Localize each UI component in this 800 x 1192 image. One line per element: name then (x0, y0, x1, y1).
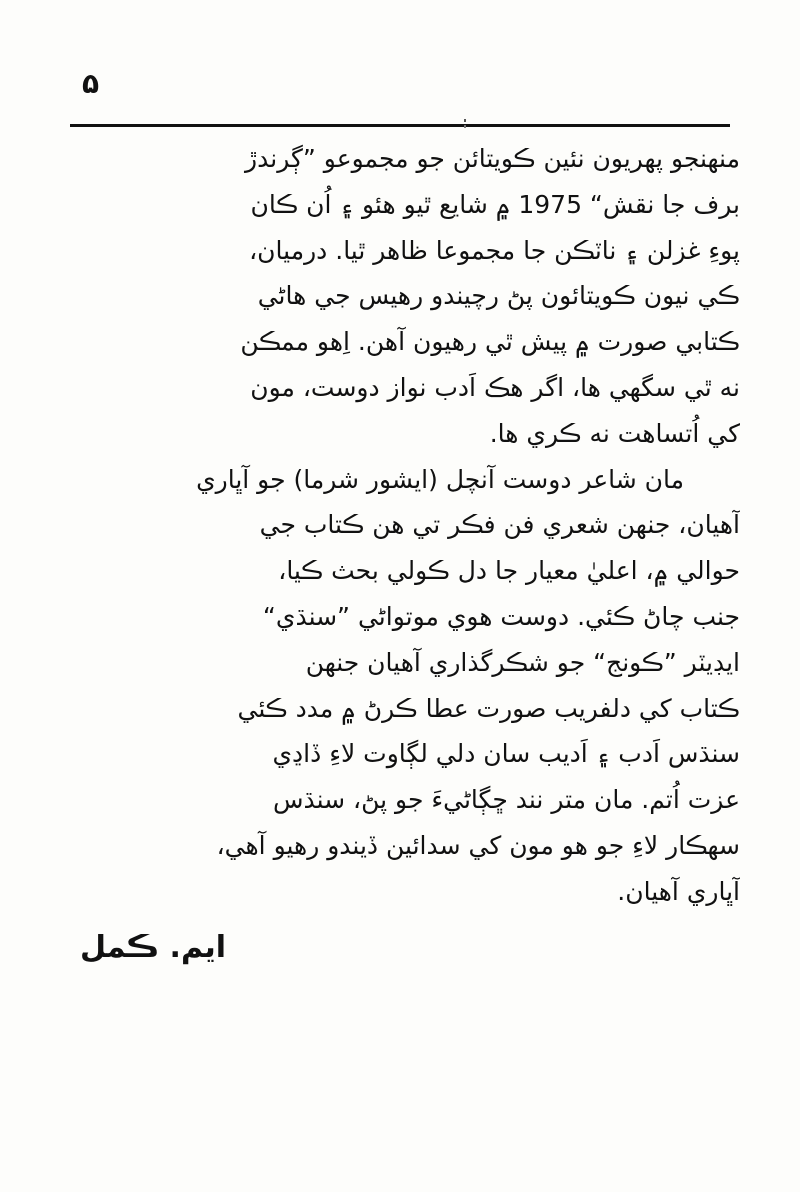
paragraph-start-line: مان شاعر دوست آنچل (ايشور شرما) جو آڀاري (196, 464, 684, 494)
text-line: پوءِ غزلن ۽ ناٽڪن جا مجموعا ظاهر ٿيا. درميان، (249, 235, 740, 265)
text-line: ايڊيٽر ”ڪونج“ جو شڪرگذاري آهيان جنهن (305, 647, 740, 677)
body-text (64, 136, 740, 915)
text-line: ڪتاب کي دلفريب صورت عطا ڪرڻ ۾ مدد ڪئي (237, 693, 740, 723)
text-line: برف جا نقش“ 1975 ۾ شايع ٿيو هئو ۽ اُن ڪان (250, 189, 740, 219)
text-line: سنڌس اَدب ۽ اَديب سان دلي لڳاوت لاءِ ڏاڍي (272, 739, 740, 769)
text-line: عزت اُتم. مان متر نند ڇڳاڻيءَ جو پڻ، سنڌس (272, 785, 740, 815)
text-line: نه ٿي سگهي ها، اگر هڪ اَدب نواز دوست، مون (250, 372, 740, 402)
text-line: سهڪار لاءِ جو هو مون کي سدائين ڏيندو رهيو آهي، (216, 830, 740, 860)
header-rule (70, 124, 730, 127)
text-line: کي اُتساهت نه ڪري ها. (489, 418, 740, 448)
text-line: منهنجو پهريون نئين ڪويتائن جو مجموعو ”ڳرندڙ (245, 144, 740, 173)
text-line: جنب چاڻ ڪئي. دوست هوي موتواڻي ”سنڌي“ (262, 601, 740, 631)
page-number: ۵ (82, 67, 100, 100)
text-line: آڀاري آهيان. (617, 876, 740, 906)
print-speck (462, 118, 468, 132)
text-line: ڪتابي صورت ۾ پيش ٿي رهيون آهن. اِهو ممڪن (240, 327, 740, 357)
text-line: حوالي ۾، اعليٰ معيار جا دل ڪولي بحث ڪيا، (278, 556, 740, 586)
text-line: ڪي نيون ڪويتائون پڻ رچيندو رهيس جي هاڻي (257, 281, 740, 311)
text-line: آهيان، جنهن شعري فن فڪر تي هن ڪتاب جي (259, 510, 740, 540)
author-signature: ايم. ڪمل (80, 930, 227, 965)
